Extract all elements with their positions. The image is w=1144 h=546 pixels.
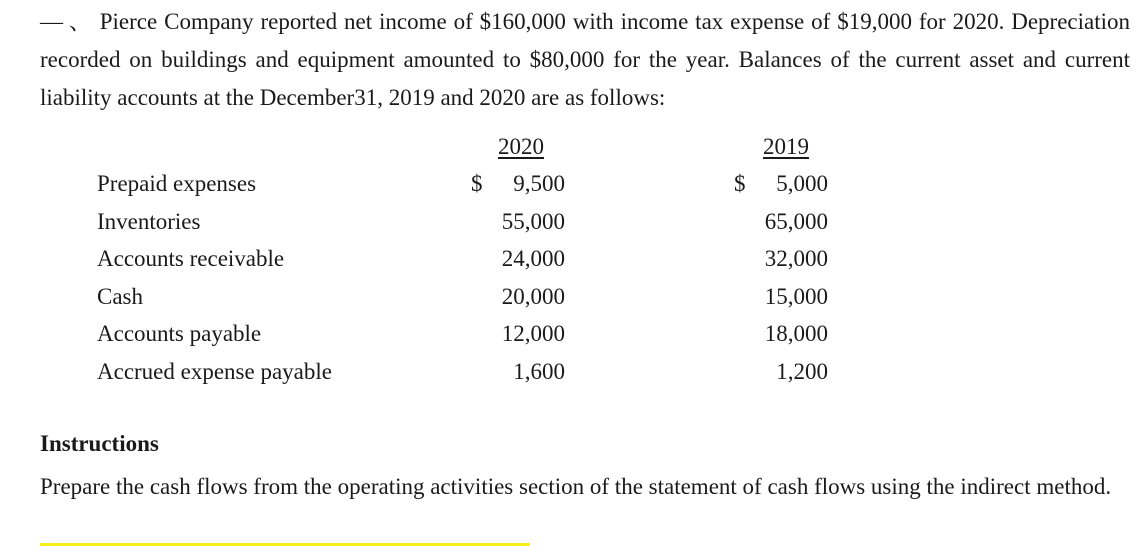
value-2019: 18,000 [764,321,828,346]
list-marker: — 、 [40,9,92,34]
table-header-row [0,134,1144,172]
row-label: Accounts payable [97,321,262,346]
table-row [0,284,1144,322]
column-header-2020: 2020 [498,134,544,159]
value-2019: 65,000 [764,209,828,234]
value-2019: 5,000 [776,171,828,196]
table-row [0,246,1144,284]
row-label: Inventories [97,209,201,234]
instructions-heading: Instructions [40,431,159,456]
problem-statement [40,3,1130,117]
problem-text: Pierce Company reported net income of $160,000 with income tax expense of $19,000 for 2020. Depreciation recorded on buildings and equipment amounted to $80,000 for the year. Balances of the current asset and current liability accounts at the December31, 2019 and 2020 are as follows: [40,9,1130,110]
value-2020: 24,000 [501,246,565,271]
value-2019: 1,200 [776,359,828,384]
row-label: Accounts receivable [97,246,285,271]
value-2020: 20,000 [501,284,565,309]
currency-symbol: $ [471,171,483,196]
value-2020: 9,500 [513,171,565,196]
currency-symbol: $ [734,171,746,196]
instructions-text: Prepare the cash flows from the operating activities section of the statement of cash flows using the indirect method. [40,474,1112,499]
value-2020: 55,000 [501,209,565,234]
table-row [0,171,1144,209]
row-label: Accrued expense payable [97,359,332,384]
row-label: Prepaid expenses [97,171,257,196]
value-2019: 32,000 [764,246,828,271]
table-row [0,209,1144,247]
value-2019: 15,000 [764,284,828,309]
table-row [0,359,1144,397]
row-label: Cash [97,284,143,309]
column-header-2019: 2019 [763,134,809,159]
table-row [0,321,1144,359]
value-2020: 1,600 [513,359,565,384]
value-2020: 12,000 [501,321,565,346]
